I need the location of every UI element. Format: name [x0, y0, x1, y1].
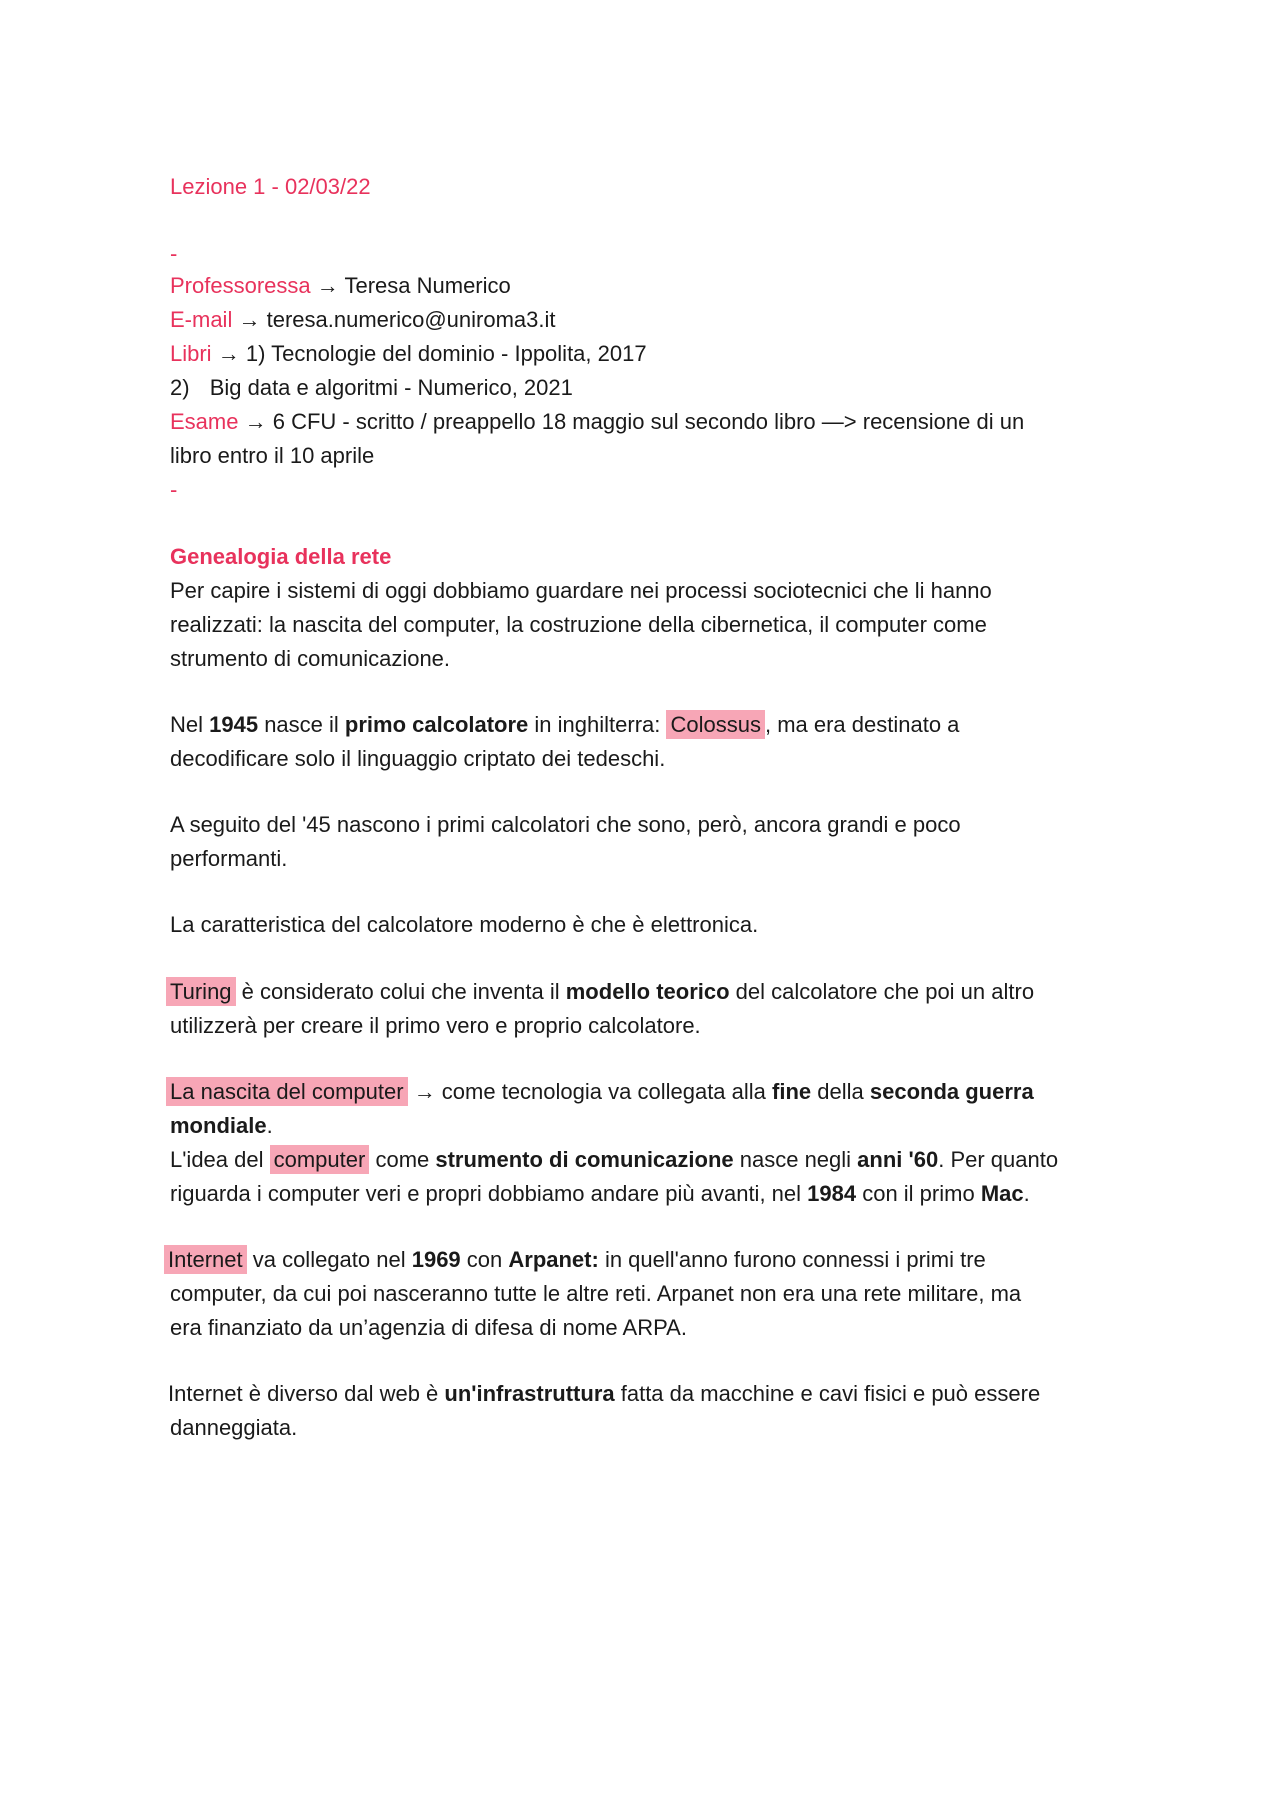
books-label: Libri: [170, 341, 212, 366]
paragraph-line: [166, 975, 1034, 1009]
paragraph-line: A seguito del '45 nascono i primi calcolatori che sono, però, ancora grandi e poco: [170, 812, 961, 837]
paragraph-line: [170, 1177, 1030, 1211]
text: della: [811, 1079, 870, 1104]
paragraph-line: [170, 708, 959, 742]
bold-text: 1945: [209, 712, 259, 737]
email-value: teresa.numerico@uniroma3.it: [266, 307, 556, 332]
professor-label: Professoressa: [170, 273, 311, 298]
book-2-number: 2): [170, 375, 190, 400]
text: con: [460, 1247, 509, 1272]
text: fatta da macchine e cavi fisici e può essere: [614, 1381, 1041, 1406]
paragraph-line: performanti.: [170, 846, 288, 871]
text: come: [369, 1147, 436, 1172]
exam-text: 6 CFU - scritto / preappello 18 maggio sul secondo libro —> recensione di un: [272, 409, 1025, 434]
text: Internet è diverso dal web è: [168, 1381, 445, 1406]
professor-value: Teresa Numerico: [344, 273, 511, 298]
bold-text: un'infrastruttura: [444, 1381, 615, 1406]
bold-text: seconda guerra: [869, 1079, 1034, 1104]
text: .: [1023, 1181, 1030, 1206]
highlighted-text: La nascita del computer: [166, 1077, 408, 1106]
highlighted-text: Turing: [166, 977, 236, 1006]
text: in inghilterra:: [528, 712, 667, 737]
paragraph-line: [170, 1143, 1058, 1177]
text: in quell'anno furono connessi i primi tre: [598, 1247, 986, 1272]
books-line: [170, 337, 647, 371]
arrow: →: [316, 273, 339, 298]
separator-bottom: -: [170, 477, 178, 502]
book-2: Big data e algoritmi - Numerico, 2021: [209, 375, 573, 400]
bold-text: anni '60: [857, 1147, 939, 1172]
text: nasce negli: [733, 1147, 858, 1172]
lesson-title: Lezione 1 - 02/03/22: [170, 174, 371, 199]
book-2-line: [170, 371, 573, 405]
bold-text: modello teorico: [565, 979, 730, 1004]
text: . Per quanto: [938, 1147, 1059, 1172]
arrow: →: [238, 307, 261, 332]
paragraph-line: era finanziato da un’agenzia di difesa di nome ARPA.: [170, 1315, 687, 1340]
bold-text: fine: [772, 1079, 812, 1104]
text: riguarda i computer veri e propri dobbiamo andare più avanti, nel: [170, 1181, 808, 1206]
bold-text: strumento di comunicazione: [435, 1147, 734, 1172]
separator-top: -: [170, 241, 178, 266]
text: con il primo: [856, 1181, 981, 1206]
text: del calcolatore che poi un altro: [729, 979, 1035, 1004]
text: è considerato colui che inventa il: [235, 979, 566, 1004]
paragraph-line: strumento di comunicazione.: [170, 646, 451, 671]
section-heading: Genealogia della rete: [170, 544, 392, 569]
paragraph-line: computer, da cui poi nasceranno tutte le altre reti. Arpanet non era una rete militare, ma: [170, 1281, 1022, 1306]
paragraph-line: decodificare solo il linguaggio criptato dei tedeschi.: [170, 746, 666, 771]
highlighted-text: computer: [270, 1145, 370, 1174]
paragraph-line: Per capire i sistemi di oggi dobbiamo guardare nei processi sociotecnici che li hanno: [170, 578, 992, 603]
paragraph-line: La caratteristica del calcolatore moderno è che è elettronica.: [170, 912, 759, 937]
paragraph-line: [164, 1243, 986, 1277]
bold-text: Arpanet:: [508, 1247, 599, 1272]
text: , ma era destinato a: [764, 712, 960, 737]
arrow: →: [244, 409, 267, 434]
bold-text: primo calcolatore: [344, 712, 529, 737]
highlighted-text: Internet: [164, 1245, 247, 1274]
arrow: →: [217, 341, 240, 366]
paragraph-line: [168, 1377, 1040, 1411]
bold-text: 1969: [411, 1247, 461, 1272]
exam-label: Esame: [170, 409, 239, 434]
email-line: [170, 303, 556, 337]
bold-text: Mac: [980, 1181, 1024, 1206]
bold-text: mondiale: [170, 1113, 267, 1138]
paragraph-line: danneggiata.: [170, 1415, 298, 1440]
text: Nel: [170, 712, 210, 737]
exam-line: [170, 405, 1024, 439]
professor-line: [170, 269, 511, 303]
bold-text: 1984: [807, 1181, 857, 1206]
paragraph-line: [166, 1075, 1034, 1109]
text: L'idea del: [170, 1147, 270, 1172]
email-label: E-mail: [170, 307, 233, 332]
text: nasce il: [258, 712, 345, 737]
book-1: 1) Tecnologie del dominio - Ippolita, 2017: [245, 341, 647, 366]
text: .: [266, 1113, 273, 1138]
highlighted-text: Colossus: [666, 710, 764, 739]
paragraph-line: realizzati: la nascita del computer, la costruzione della cibernetica, il computer come: [170, 612, 987, 637]
paragraph-line: [170, 1109, 273, 1143]
paragraph-line: utilizzerà per creare il primo vero e proprio calcolatore.: [170, 1013, 701, 1038]
exam-line-2: libro entro il 10 aprile: [170, 443, 375, 468]
text: va collegato nel: [246, 1247, 412, 1272]
text: → come tecnologia va collegata alla: [407, 1079, 773, 1104]
